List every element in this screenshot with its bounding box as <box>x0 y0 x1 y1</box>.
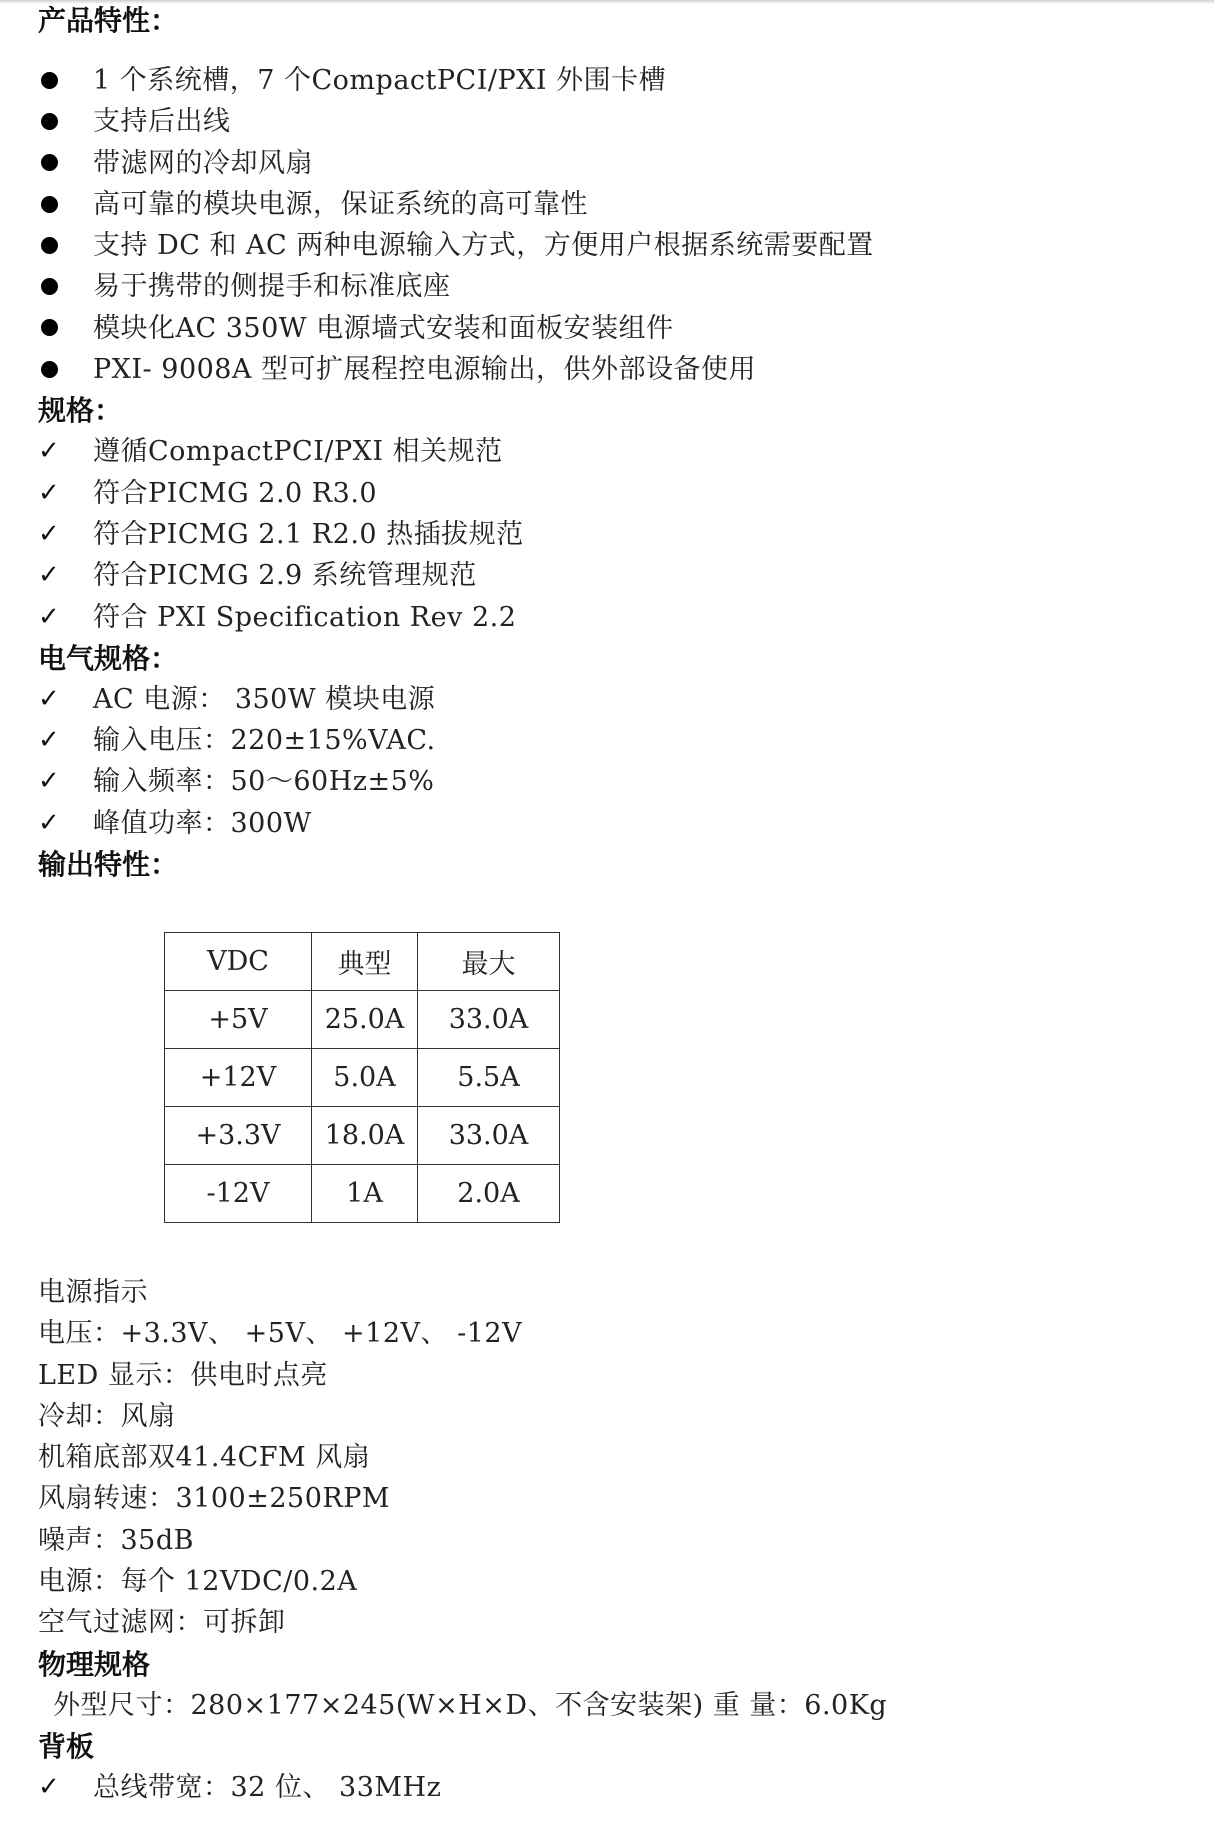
list-item: ✓ 符合PICMG 2.0 R3.0 <box>38 473 1188 514</box>
electrical-list <box>38 679 1188 844</box>
fan-power-line: 电源：每个 12VDC/0.2A <box>38 1566 358 1598</box>
bullet-icon <box>41 72 58 89</box>
table-cell: 5.0A <box>312 1049 418 1107</box>
check-icon: ✓ <box>38 436 61 467</box>
check-icon: ✓ <box>38 601 61 632</box>
check-icon: ✓ <box>38 766 61 797</box>
list-item: 模块化AC 350W 电源墙式安装和面板安装组件 <box>38 308 1188 349</box>
check-icon: ✓ <box>38 683 61 714</box>
check-icon: ✓ <box>38 477 61 508</box>
voltage-line: 电压：+3.3V、 +5V、 +12V、 -12V <box>38 1318 523 1350</box>
physical-heading: 物理规格 <box>38 1647 151 1681</box>
features-list <box>38 60 1188 390</box>
table-cell: 5.5A <box>418 1049 560 1107</box>
list-item: ✓ 符合 PXI Specification Rev 2.2 <box>38 597 1188 638</box>
list-item: 带滤网的冷却风扇 <box>38 143 1188 184</box>
check-icon: ✓ <box>38 560 61 591</box>
dimensions-line: 外型尺寸：280×177×245(W×H×D、不含安装架) 重 量：6.0Kg <box>53 1689 888 1721</box>
specs-heading: 规格： <box>38 394 123 428</box>
table-row <box>165 991 560 1049</box>
check-icon: ✓ <box>38 518 61 549</box>
backplane-list <box>38 1767 1188 1808</box>
fan-speed-line: 风扇转速：3100±250RPM <box>38 1483 391 1515</box>
air-filter-line: 空气过滤网：可拆卸 <box>38 1607 286 1639</box>
list-item: 1 个系统槽，7 个CompactPCI/PXI 外围卡槽 <box>38 60 1188 101</box>
features-heading: 产品特性： <box>38 4 179 37</box>
list-item: PXI- 9008A 型可扩展程控电源输出，供外部设备使用 <box>38 349 1188 390</box>
table-cell: 18.0A <box>312 1107 418 1165</box>
bullet-icon <box>41 278 58 295</box>
table-row <box>165 1107 560 1165</box>
document-page <box>38 0 1188 885</box>
table-cell: 33.0A <box>418 991 560 1049</box>
table-cell: -12V <box>165 1165 312 1223</box>
fan-line: 机箱底部双41.4CFM 风扇 <box>38 1442 371 1474</box>
electrical-heading: 电气规格： <box>38 641 179 675</box>
lower-section <box>38 1272 1188 1808</box>
list-item: ✓ 峰值功率：300W <box>38 803 1188 844</box>
list-item: 易于携带的侧提手和标准底座 <box>38 266 1188 307</box>
list-item: 支持 DC 和 AC 两种电源输入方式，方便用户根据系统需要配置 <box>38 225 1188 266</box>
led-line: LED 显示：供电时点亮 <box>38 1359 328 1391</box>
list-item: ✓ 符合PICMG 2.1 R2.0 热插拔规范 <box>38 514 1188 555</box>
list-item: ✓ 输入频率：50～60Hz±5% <box>38 761 1188 802</box>
bullet-icon <box>41 196 58 213</box>
table-cell: +5V <box>165 991 312 1049</box>
bullet-icon <box>41 319 58 336</box>
list-item: ✓ 总线带宽：32 位、 33MHz <box>38 1767 1188 1808</box>
bullet-icon <box>41 154 58 171</box>
noise-line: 噪声：35dB <box>38 1524 194 1556</box>
check-icon: ✓ <box>38 725 61 756</box>
check-icon: ✓ <box>38 807 61 838</box>
cooling-line: 冷却：风扇 <box>38 1400 176 1432</box>
spacer <box>38 41 1188 60</box>
list-item: ✓ AC 电源： 350W 模块电源 <box>38 679 1188 720</box>
list-item: 高可靠的模块电源，保证系统的高可靠性 <box>38 184 1188 225</box>
bullet-icon <box>41 361 58 378</box>
power-indicator-title: 电源指示 <box>38 1277 148 1308</box>
table-cell: +3.3V <box>165 1107 312 1165</box>
table-row <box>165 1049 560 1107</box>
table-header-cell: VDC <box>165 933 312 991</box>
table-cell: +12V <box>165 1049 312 1107</box>
table-cell: 1A <box>312 1165 418 1223</box>
list-item: 支持后出线 <box>38 101 1188 142</box>
table-cell: 2.0A <box>418 1165 560 1223</box>
table-header-cell: 最大 <box>418 933 560 991</box>
output-table <box>164 932 560 1223</box>
table-cell: 33.0A <box>418 1107 560 1165</box>
bullet-icon <box>41 237 58 254</box>
list-item: ✓ 输入电压：220±15%VAC. <box>38 720 1188 761</box>
table-row <box>165 1165 560 1223</box>
output-table-wrap <box>164 932 560 1223</box>
backplane-heading: 背板 <box>38 1729 95 1763</box>
list-item: ✓ 符合PICMG 2.9 系统管理规范 <box>38 555 1188 596</box>
specs-list <box>38 431 1188 637</box>
check-icon: ✓ <box>38 1771 61 1802</box>
output-heading: 输出特性： <box>38 848 179 882</box>
table-cell: 25.0A <box>312 991 418 1049</box>
table-header-row <box>165 933 560 991</box>
list-item: ✓ 遵循CompactPCI/PXI 相关规范 <box>38 431 1188 472</box>
table-header-cell: 典型 <box>312 933 418 991</box>
bullet-icon <box>41 113 58 130</box>
